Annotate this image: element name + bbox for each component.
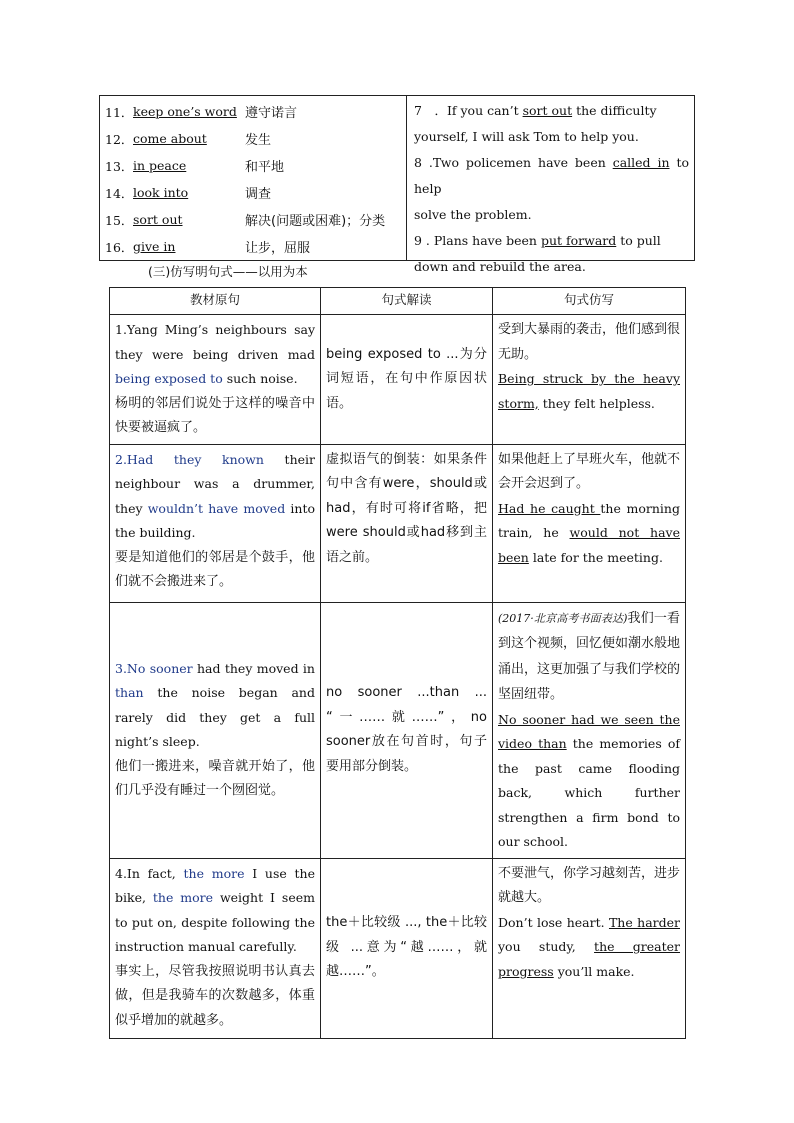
example-7 bbox=[414, 98, 689, 150]
phrase-chinese: 解决(问题或困难)；分类 bbox=[245, 214, 386, 229]
phrase-english: come about bbox=[133, 131, 207, 146]
imit-answer: would not have been bbox=[498, 525, 680, 565]
orig-text: into the building. bbox=[115, 500, 315, 540]
phrase-chinese: 遵守诺言 bbox=[245, 106, 298, 121]
imit-text: the morning train, he bbox=[498, 500, 680, 540]
analysis-cell: 虚拟语气的倒装：如果条件句中含有were，should或had，有时可将if省略，把were should或had移到主语之前。 bbox=[321, 444, 493, 602]
phrase-list bbox=[100, 96, 407, 260]
orig-text: weight I seem to put on, despite following the instruction manual carefully. bbox=[115, 890, 315, 954]
imit-text: Don’t lose heart. bbox=[498, 914, 609, 930]
orig-translation: 他们一搬进来，噪音就开始了，他们几乎没有睡过一个囫囵觉。 bbox=[115, 758, 315, 798]
orig-text: the noise began and rarely did they get a full night’s sleep. bbox=[115, 685, 315, 749]
header-original: 教材原句 bbox=[110, 288, 321, 315]
example-text: to pull bbox=[616, 233, 661, 248]
imit-text: you study, bbox=[498, 939, 595, 954]
table-header-row bbox=[110, 288, 686, 315]
imit-chinese: 受到大暴雨的袭击，他们感到很无助。 bbox=[498, 322, 681, 362]
imit-answer: the greater progress bbox=[498, 939, 681, 979]
analysis-cell: being exposed to ...为分词短语，在句中作原因状语。 bbox=[321, 315, 493, 445]
imit-text: the memories of the past came flooding back, which further strengthen a firm bond to our school. bbox=[498, 736, 680, 849]
phrase-item bbox=[105, 206, 406, 233]
orig-highlight: being exposed to bbox=[115, 371, 223, 386]
example-text: solve the problem. bbox=[414, 207, 532, 222]
phrase-english: in peace bbox=[133, 158, 187, 173]
orig-highlight: 2.Had they known bbox=[115, 451, 264, 467]
phrase-item bbox=[105, 233, 406, 260]
example-text: down and rebuild the area. bbox=[414, 259, 586, 274]
phrase-item bbox=[105, 152, 406, 179]
imit-answer: The harder bbox=[608, 914, 680, 930]
example-8 bbox=[414, 150, 689, 228]
orig-text: their neighbour was a drummer, they bbox=[115, 451, 315, 516]
orig-highlight: the more bbox=[152, 890, 214, 905]
imit-text: you’ll make. bbox=[553, 963, 635, 979]
table-row bbox=[110, 602, 686, 858]
orig-text: 4.In fact, bbox=[115, 865, 184, 881]
original-cell bbox=[110, 602, 321, 858]
orig-text: had they moved in bbox=[192, 660, 315, 676]
phrase-item bbox=[105, 125, 406, 152]
example-text: 7 ．If you can’t bbox=[414, 103, 523, 118]
example-answer: called in bbox=[612, 155, 670, 170]
header-analysis: 句式解读 bbox=[321, 288, 493, 315]
phrase-english: sort out bbox=[133, 212, 183, 227]
phrase-english: give in bbox=[133, 239, 176, 254]
orig-text: I use the bike, bbox=[115, 865, 316, 905]
imitation-cell bbox=[493, 858, 686, 1038]
table-row bbox=[110, 858, 686, 1038]
original-cell bbox=[110, 858, 321, 1038]
phrase-number: 11． bbox=[105, 104, 134, 120]
table-row bbox=[110, 444, 686, 602]
imit-text: late for the meeting. bbox=[528, 549, 663, 565]
example-text: the difficulty bbox=[572, 103, 657, 118]
orig-translation: 杨明的邻居们说处于这样的噪音中快要被逼疯了。 bbox=[115, 395, 315, 435]
original-cell bbox=[110, 444, 321, 602]
phrase-chinese: 发生 bbox=[245, 133, 272, 148]
sentence-table bbox=[109, 287, 686, 1039]
source-tag: (2017·北京高考书面表达) bbox=[498, 611, 628, 625]
example-sentences bbox=[407, 96, 694, 274]
imitation-cell bbox=[493, 602, 686, 858]
imit-answer: Being struck by the heavy storm, bbox=[498, 371, 680, 411]
imit-chinese: 我们一看到这个视频，回忆便如潮水般地涌出，这更加强了与我们学校的坚固纽带。 bbox=[498, 610, 681, 702]
phrase-item bbox=[105, 98, 406, 125]
section-title: (三)仿写明句式——以用为本 bbox=[148, 264, 308, 279]
header-imitation: 句式仿写 bbox=[493, 288, 686, 315]
example-text: yourself, I will ask Tom to help you. bbox=[414, 129, 639, 144]
phrase-chinese: 和平地 bbox=[245, 160, 285, 175]
orig-text: such noise. bbox=[222, 371, 298, 386]
phrase-chinese: 调查 bbox=[245, 187, 272, 202]
imit-answer: Had he caught bbox=[498, 500, 601, 516]
table-row bbox=[110, 315, 686, 445]
phrase-number: 12． bbox=[105, 131, 134, 147]
phrase-chinese: 让步，屈服 bbox=[245, 241, 311, 256]
imitation-cell bbox=[493, 315, 686, 445]
example-text: to help bbox=[414, 155, 689, 196]
analysis-cell: no sooner ...than ... “一……就……”，no sooner放在句首时，句子要用部分倒装。 bbox=[321, 602, 493, 858]
orig-highlight: 3.No sooner bbox=[115, 660, 193, 676]
orig-text: 1.Yang Ming’s neighbours say they were being driven mad bbox=[115, 322, 315, 362]
phrase-number: 14． bbox=[105, 185, 134, 201]
phrase-item bbox=[105, 179, 406, 206]
example-answer: put forward bbox=[540, 233, 617, 248]
phrase-number: 16． bbox=[105, 239, 134, 255]
phrase-number: 13． bbox=[105, 158, 134, 174]
orig-highlight: the more bbox=[183, 865, 245, 881]
imitation-cell bbox=[493, 444, 686, 602]
analysis-cell: the＋比较级 ..., the＋比较级 ...意为“越……，就越……”。 bbox=[321, 858, 493, 1038]
phrase-number: 15． bbox=[105, 212, 134, 228]
orig-highlight: than bbox=[115, 685, 144, 700]
example-9 bbox=[414, 228, 689, 280]
example-answer: sort out bbox=[522, 103, 573, 118]
phrase-english: keep one’s word bbox=[133, 104, 237, 119]
phrase-english: look into bbox=[133, 185, 189, 200]
imit-answer: No sooner had we seen the video than bbox=[498, 711, 680, 751]
orig-translation: 事实上，尽管我按照说明书认真去做，但是我骑车的次数越多，体重似乎增加的就越多。 bbox=[115, 963, 315, 1028]
example-text: 9 . Plans have been bbox=[414, 233, 541, 248]
orig-highlight: wouldn’t have moved bbox=[147, 500, 286, 516]
orig-translation: 要是知道他们的邻居是个鼓手，他们就不会搬进来了。 bbox=[115, 549, 315, 589]
example-text: 8 .Two policemen have been bbox=[414, 155, 613, 170]
imit-text: they felt helpless. bbox=[538, 395, 655, 411]
original-cell bbox=[110, 315, 321, 445]
imit-chinese: 不要泄气，你学习越刻苦，进步就越大。 bbox=[498, 865, 681, 905]
imit-chinese: 如果他赶上了早班火车，他就不会开会迟到了。 bbox=[498, 451, 681, 491]
